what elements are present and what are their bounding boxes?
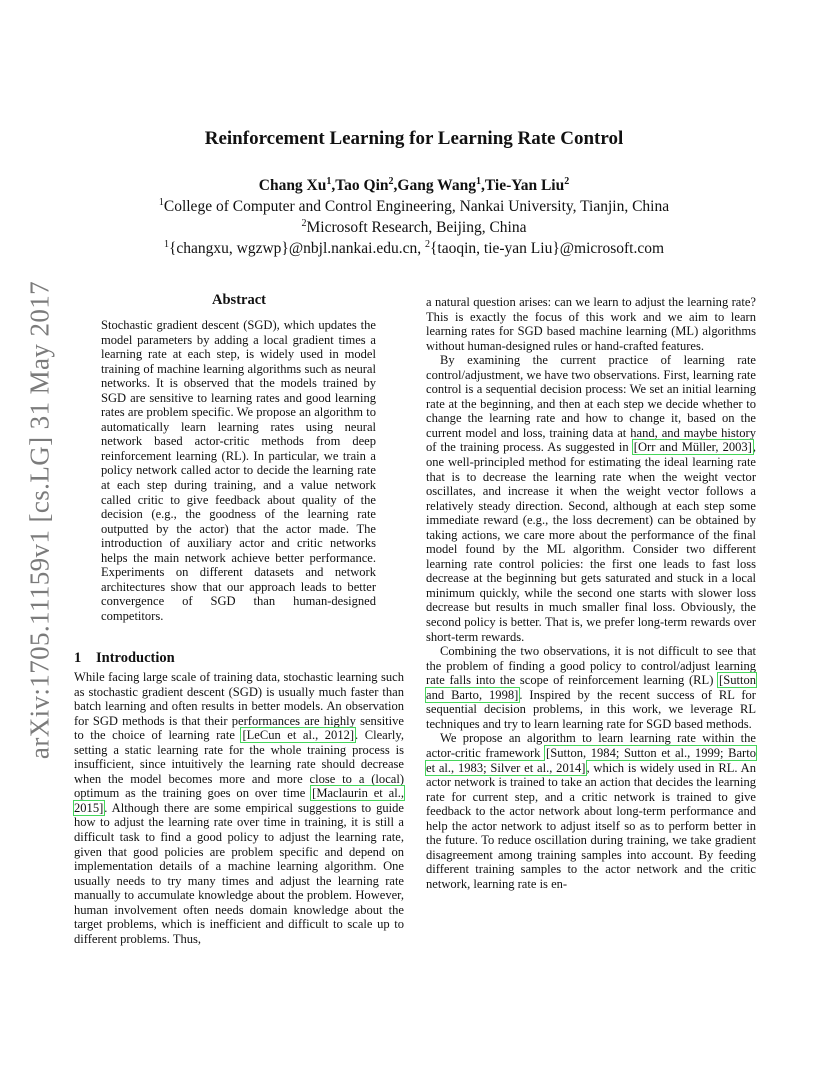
affiliation-1 xyxy=(0,196,828,217)
body-text: By examining the current practice of learning rate control/adjustment, we have two observations. First, learning rate control is a sequential decision process: We set an initial learning rate at the beginning, and then at each step we decide whether to change the learning rate and how to change it, based on the current model and loss, training data at hand, and maybe history of the training process. As suggested in xyxy=(426,353,756,455)
abstract-body xyxy=(101,318,376,623)
body-text: , one well-principled method for estimating the ideal learning rate that is to decrease the learning rate when the weight vector oscillates, and increase it when the weight vector follows a relatively steady direction. Second, although at each step some immediate reward (e.g., the loss decrement) can be obtained by taking actions, we care more about the performance of the final model found by the ML algorithm. Consider two different learning rate control policies: the first one leads to fast loss decrease at the beginning but gets saturated and stuck in a local minimum quickly, while the second one starts with slower loss decrease but results in much smaller final loss. Obviously, the second policy is better. That is, we prefer long-term rewards over short-term rewards. xyxy=(426,440,756,644)
affiliation-2 xyxy=(0,217,828,238)
affiliation-mark: 1 xyxy=(475,175,481,187)
paragraph xyxy=(426,644,756,731)
body-text: . Although there are some empirical suggestions to guide how to adjust the learning rate over time in training, it is still a difficult task to find a good policy to adjust the learning rate, given that good policies are problem specific and depend on implementation details of a machine learning algorithm. One usually needs to try many times and adjust the learning rate manually to accumulate knowledge about the problem. However, human involvement often needs domain knowledge about the target problems, which is inefficient and difficult to scale up to different problems. Thus, xyxy=(74,800,404,946)
abstract-heading: Abstract xyxy=(212,292,266,308)
paper-title: Reinforcement Learning for Learning Rate Control xyxy=(204,128,624,149)
citation-link[interactable]: [Maclaurin et al., 2015] xyxy=(74,786,404,815)
citation-link[interactable]: [Sutton and Barto, 1998] xyxy=(426,673,756,702)
arxiv-stamp-text: arXiv:1705.11159v1 [cs.LG] 31 May 2017 xyxy=(24,280,55,760)
section-number: 1 xyxy=(74,650,82,666)
author-emails xyxy=(0,238,828,259)
affiliation-mark: 2 xyxy=(424,238,430,250)
arxiv-stamp xyxy=(18,280,62,760)
author-name: Tao Qin xyxy=(335,177,389,194)
author-block xyxy=(0,175,828,259)
email-text: {changxu, wgzwp}@nbjl.nankai.edu.cn, xyxy=(168,240,425,257)
author-name: Chang Xu xyxy=(258,177,327,194)
paragraph xyxy=(74,670,404,946)
email-text: {taoqin, tie-yan Liu}@microsoft.com xyxy=(429,240,665,257)
body-text: . Inspired by the recent success of RL for sequential decision problems, in this work, we leverage RL techniques and try to learn learning rate for SGD based methods. xyxy=(426,687,756,731)
author-name: Gang Wang xyxy=(397,177,476,194)
intro-left-column xyxy=(74,670,404,946)
body-text: While facing large scale of training data, stochastic learning such as stochastic gradient descent (SGD) is usually much faster than batch learning and often results in better models. An observation for SGD methods is that their performances are highly sensitive to the choice of learning rate xyxy=(74,670,404,743)
affiliation-mark: 2 xyxy=(301,217,307,229)
author-names: Chang Xu$^1$,Tao Qin$^2$,Gang Wang$^1$,Tie-Yan Liu$^2$ xyxy=(258,175,570,194)
citation-link[interactable]: [LeCun et al., 2012] xyxy=(242,728,355,743)
affiliation-mark: 2 xyxy=(564,175,570,187)
affiliation-mark: 2 xyxy=(388,175,394,187)
section-heading xyxy=(74,650,175,667)
body-text: , which is widely used in RL. An actor network is trained to take an action that decides the learning rate for current step, and a critic network is trained to give feedback to the actor network about long-term performance and help the actor network to adjust itself so as to perform better in the future. To reduce oscillation during training, we take gradient disagreement among training samples into account. By feeding different training samples to the actor network and the critic network, learning rate is en- xyxy=(426,760,756,891)
affiliation-mark: 1 xyxy=(158,196,164,208)
affiliation-mark: 1 xyxy=(163,238,169,250)
author-name: Tie-Yan Liu xyxy=(484,177,565,194)
paragraph: a natural question arises: can we learn to adjust the learning rate? This is exactly the focus of this work and we aim to learn learning rates for SGD based machine learning (ML) algorithms without human-designed rules or hand-crafted features. xyxy=(426,295,756,353)
section-title: Introduction xyxy=(96,650,175,666)
body-text: Combining the two observations, it is not difficult to see that the problem of finding a good policy to control/adjust learning rate falls into the scope of reinforcement learning (RL) xyxy=(426,644,756,688)
citation-link[interactable]: [Sutton, 1984; Sutton et al., 1999; Barto et al., 1983; Silver et al., 2014] xyxy=(426,745,756,775)
affiliation-mark: 1 xyxy=(326,175,332,187)
citation-link[interactable]: [Orr and Müller, 2003] xyxy=(633,440,752,455)
affiliation-text: Microsoft Research, Beijing, China xyxy=(306,219,527,236)
paragraph xyxy=(426,353,756,644)
abstract-text: Stochastic gradient descent (SGD), which updates the model parameters by adding a local gradient times a learning rate at each step, is widely used in model training of machine learning algorithms such as neural networks. It is observed that the models trained by SGD are sensitive to learning rates and good learning rates are problem specific. We propose an algorithm to automatically learn learning rates using neural network based actor-critic methods from deep reinforcement learning (RL). In particular, we train a policy network called actor to decide the learning rate at each step during training, and a value network called critic to give feedback about quality of the decision (e.g., the goodness of the learning rate outputted by the actor) that the actor made. The introduction of auxiliary actor and critic networks helps the main network achieve better performance. Experiments on different datasets and network architectures show that our approach leads to better convergence of SGD than human-designed competitors. xyxy=(101,318,376,623)
intro-right-column xyxy=(426,295,756,891)
body-text: We propose an algorithm to learn learning rate within the actor-critic framework xyxy=(426,731,756,760)
affiliation-text: College of Computer and Control Engineering, Nankai University, Tianjin, China xyxy=(163,198,670,215)
body-text: . Clearly, setting a static learning rate for the whole training process is insufficient, since intuitively the learning rate should decrease when the model becomes more and more close to a (local) optimum as the training goes on over time xyxy=(74,728,404,801)
paragraph xyxy=(426,731,756,891)
